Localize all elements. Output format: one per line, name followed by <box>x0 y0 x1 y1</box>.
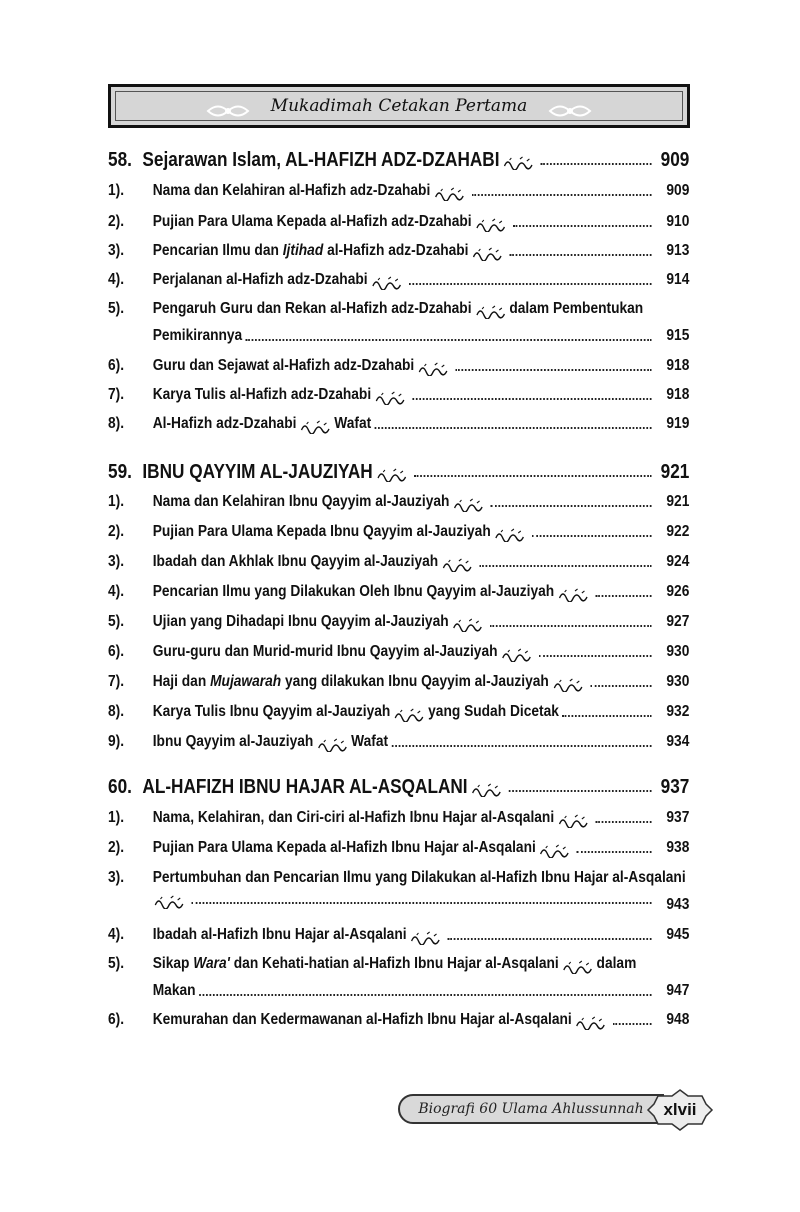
entry-title-part: al-Hafizh adz-Dzahabi <box>327 242 469 259</box>
entry-title-italic: Ijtihad <box>282 242 324 259</box>
entry-title: Al-Hafizh adz-Dzahabi <box>152 415 297 432</box>
floral-ornament-icon <box>206 100 250 122</box>
dot-leader <box>510 254 652 256</box>
honorific-icon <box>500 648 533 662</box>
section-number: 60. <box>108 776 132 798</box>
entry-title-part: yang dilakukan Ibnu Qayyim al-Jauziyah <box>285 673 549 690</box>
honorific-icon <box>374 391 407 405</box>
entry-number: 4). <box>108 271 125 288</box>
entry-number: 3). <box>108 242 125 259</box>
book-title: Biografi 60 Ulama Ahlussunnah <box>418 1101 644 1117</box>
entry-title: Pujian Para Ulama Kepada al-Hafizh adz-Dzahabi <box>152 213 472 230</box>
page-number: 921 <box>660 461 690 483</box>
dot-leader <box>509 790 652 792</box>
page-number: 930 <box>666 643 690 660</box>
section-title: AL-HAFIZH IBNU HAJAR AL-ASQALANI <box>142 776 468 798</box>
honorific-icon <box>551 678 584 692</box>
dot-leader <box>595 821 651 823</box>
dot-leader <box>491 505 652 507</box>
dot-leader <box>199 994 652 996</box>
entry-title-part: Wafat <box>351 733 389 750</box>
toc-entry-continuation <box>108 895 690 915</box>
toc-entry[interactable] <box>108 838 690 858</box>
honorific-icon <box>153 895 186 909</box>
floral-ornament-icon <box>548 100 592 122</box>
page-number: 921 <box>666 493 690 510</box>
running-header <box>108 84 690 128</box>
toc-entry[interactable] <box>108 672 690 692</box>
honorific-icon <box>474 218 507 232</box>
entry-number: 6). <box>108 643 125 660</box>
page-number: 943 <box>666 896 690 913</box>
entry-number: 7). <box>108 673 125 690</box>
entry-title-part: Pencarian Ilmu dan <box>152 242 279 259</box>
entry-title-part: dan Kehati-hatian al-Hafizh Ibnu Hajar al-Asqalani <box>233 955 559 972</box>
entry-number: 2). <box>108 213 125 230</box>
honorific-icon <box>452 498 485 512</box>
page-number: 934 <box>666 733 690 750</box>
entry-title: Guru dan Sejawat al-Hafizh adz-Dzahabi <box>152 357 415 374</box>
entry-title-italic: Mujawarah <box>210 673 282 690</box>
entry-title-line1: Pengaruh Guru dan Rekan al-Hafizh adz-Dzahabi <box>152 300 472 317</box>
toc-entry[interactable] <box>108 356 690 376</box>
page-number: 937 <box>660 776 690 798</box>
entry-title-part: Sikap <box>152 955 190 972</box>
dot-leader <box>562 715 651 717</box>
toc-entry[interactable] <box>108 954 637 974</box>
entry-number: 2). <box>108 839 125 856</box>
page-number: 938 <box>666 839 690 856</box>
toc-entry[interactable] <box>108 181 690 201</box>
entry-number: 5). <box>108 955 125 972</box>
page-number: 927 <box>666 613 690 630</box>
dot-leader <box>455 369 651 371</box>
entry-title: Ibnu Qayyim al-Jauziyah <box>152 733 314 750</box>
entry-title: Ibadah dan Akhlak Ibnu Qayyim al-Jauziyah <box>152 553 439 570</box>
entry-number: 3). <box>108 553 125 570</box>
honorific-icon <box>574 1016 607 1030</box>
toc-entry[interactable] <box>108 582 690 602</box>
page-number: 910 <box>666 213 690 230</box>
honorific-icon <box>417 362 450 376</box>
dot-leader <box>539 655 652 657</box>
entry-number: 8). <box>108 415 125 432</box>
entry-number: 3). <box>108 869 125 886</box>
dot-leader <box>448 938 652 940</box>
page-number: 922 <box>666 523 690 540</box>
dot-leader <box>414 475 652 477</box>
honorific-icon <box>538 844 571 858</box>
toc-entry-continuation <box>108 326 690 346</box>
honorific-icon <box>441 558 474 572</box>
honorific-icon <box>557 588 590 602</box>
entry-number: 9). <box>108 733 125 750</box>
entry-number: 8). <box>108 703 125 720</box>
page-number: 909 <box>666 182 690 199</box>
honorific-icon <box>375 468 408 482</box>
section-title: IBNU QAYYIM AL-JAUZIYAH <box>142 461 373 483</box>
toc-entry[interactable] <box>108 241 690 261</box>
section-number: 58. <box>108 149 132 171</box>
section-title: Sejarawan Islam, AL-HAFIZH ADZ-DZAHABI <box>142 149 500 171</box>
dot-leader <box>246 339 652 341</box>
honorific-icon <box>502 156 535 170</box>
entry-title: Nama, Kelahiran, dan Ciri-ciri al-Hafizh Ibnu Hajar al-Asqalani <box>152 809 555 826</box>
section-number: 59. <box>108 461 132 483</box>
honorific-icon <box>471 247 504 261</box>
entry-number: 4). <box>108 926 125 943</box>
toc-entry[interactable] <box>108 552 690 572</box>
toc-entry[interactable] <box>108 808 690 828</box>
toc-section-60[interactable] <box>108 776 690 798</box>
entry-number: 1). <box>108 182 125 199</box>
page-number: 924 <box>666 553 690 570</box>
entry-title: Nama dan Kelahiran Ibnu Qayyim al-Jauziyah <box>152 493 450 510</box>
page-number: 932 <box>666 703 690 720</box>
entry-title: Kemurahan dan Kedermawanan al-Hafizh Ibnu Hajar al-Asqalani <box>152 1011 572 1028</box>
dot-leader <box>409 283 652 285</box>
entry-number: 1). <box>108 809 125 826</box>
toc-section-59[interactable] <box>108 461 690 483</box>
dot-leader <box>590 685 651 687</box>
toc-entry[interactable] <box>108 702 690 722</box>
entry-title-italic: Wara' <box>193 955 230 972</box>
page-number: 909 <box>660 149 690 171</box>
entry-number: 7). <box>108 386 125 403</box>
page-number: 948 <box>666 1011 690 1028</box>
running-header-frame <box>115 91 683 121</box>
dot-leader <box>577 851 651 853</box>
entry-number: 5). <box>108 300 125 317</box>
entry-title-part: Wafat <box>334 415 372 432</box>
toc-entry[interactable] <box>108 385 690 405</box>
entry-title-part: dalam <box>596 955 637 972</box>
toc-entry-continuation <box>108 981 690 1001</box>
entry-title: Pencarian Ilmu yang Dilakukan Oleh Ibnu Qayyim al-Jauziyah <box>152 583 555 600</box>
page-number-footer: xlvii <box>663 1100 697 1119</box>
entry-title-part: yang Sudah Dicetak <box>428 703 559 720</box>
entry-number: 4). <box>108 583 125 600</box>
dot-leader <box>595 595 651 597</box>
entry-title-part: dalam Pembentukan <box>509 300 644 317</box>
entry-title-line1: Pertumbuhan dan Pencarian Ilmu yang Dilakukan al-Hafizh Ibnu Hajar al-Asqalani <box>152 869 686 886</box>
dot-leader <box>513 225 652 227</box>
dot-leader <box>479 565 651 567</box>
toc-entry[interactable] <box>108 414 690 434</box>
dot-leader <box>191 902 651 904</box>
honorific-icon <box>409 931 442 945</box>
page-number: 947 <box>666 982 690 999</box>
honorific-icon <box>451 618 484 632</box>
entry-number: 6). <box>108 1011 125 1028</box>
toc-entry[interactable] <box>108 270 690 290</box>
entry-title: Karya Tulis Ibnu Qayyim al-Jauziyah <box>152 703 391 720</box>
honorific-icon <box>393 708 426 722</box>
toc-entry[interactable] <box>108 1010 690 1030</box>
entry-title: Guru-guru dan Murid-murid Ibnu Qayyim al-Jauziyah <box>152 643 498 660</box>
entry-number: 1). <box>108 493 125 510</box>
page-number: 918 <box>666 357 690 374</box>
toc-entry[interactable] <box>108 612 690 632</box>
toc-entry[interactable] <box>108 732 690 752</box>
dot-leader <box>392 745 652 747</box>
page-number: 913 <box>666 242 690 259</box>
honorific-icon <box>493 528 526 542</box>
honorific-icon <box>370 276 403 290</box>
entry-title: Perjalanan al-Hafizh adz-Dzahabi <box>152 271 368 288</box>
entry-title-line2: Makan <box>152 982 196 999</box>
page-number: 914 <box>666 271 690 288</box>
entry-title: Ibadah al-Hafizh Ibnu Hajar al-Asqalani <box>152 926 407 943</box>
dot-leader <box>541 163 652 165</box>
entry-number: 2). <box>108 523 125 540</box>
page-number: 937 <box>666 809 690 826</box>
honorific-icon <box>474 305 507 319</box>
entry-title: Pujian Para Ulama Kepada Ibnu Qayyim al-Jauziyah <box>152 523 491 540</box>
page-number: 919 <box>666 415 690 432</box>
toc-entry[interactable] <box>108 492 690 512</box>
entry-title: Karya Tulis al-Hafizh adz-Dzahabi <box>152 386 372 403</box>
page-number: 915 <box>666 327 690 344</box>
dot-leader <box>412 398 651 400</box>
entry-title: Nama dan Kelahiran al-Hafizh adz-Dzahabi <box>152 182 431 199</box>
entry-title-line2: Pemikirannya <box>152 327 243 344</box>
honorific-icon <box>557 814 590 828</box>
entry-number: 6). <box>108 357 125 374</box>
honorific-icon <box>561 960 594 974</box>
toc-entry[interactable] <box>108 868 686 888</box>
page-number: 918 <box>666 386 690 403</box>
dot-leader <box>532 535 652 537</box>
page-number: 930 <box>666 673 690 690</box>
running-footer <box>398 1088 718 1132</box>
toc-entry[interactable] <box>108 299 644 319</box>
toc-entry[interactable] <box>108 925 690 945</box>
entry-title: Pujian Para Ulama Kepada al-Hafizh Ibnu Hajar al-Asqalani <box>152 839 536 856</box>
footer-title-bar <box>398 1094 664 1124</box>
honorific-icon <box>299 420 332 434</box>
honorific-icon <box>470 783 503 797</box>
dot-leader <box>613 1023 651 1025</box>
entry-number: 5). <box>108 613 125 630</box>
entry-title-part: Haji dan <box>152 673 207 690</box>
dot-leader <box>490 625 652 627</box>
honorific-icon <box>316 738 349 752</box>
toc-entry[interactable] <box>108 522 690 542</box>
honorific-icon <box>433 187 466 201</box>
entry-title: Ujian yang Dihadapi Ibnu Qayyim al-Jauziyah <box>152 613 449 630</box>
toc-section-58[interactable] <box>108 149 690 171</box>
dot-leader <box>375 427 652 429</box>
header-title: Mukadimah Cetakan Pertama <box>270 96 528 116</box>
page-number: 926 <box>666 583 690 600</box>
dot-leader <box>472 194 652 196</box>
page-number: 945 <box>666 926 690 943</box>
toc-entry[interactable] <box>108 212 690 232</box>
toc-entry[interactable] <box>108 642 690 662</box>
